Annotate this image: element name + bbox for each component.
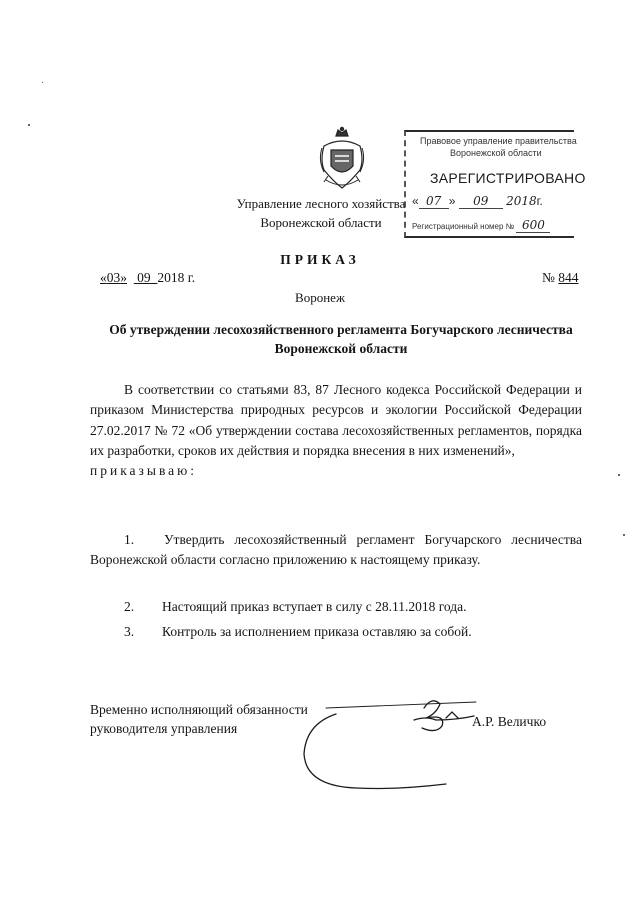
order-body <box>90 380 582 481</box>
stamp-date-month: 09 <box>459 194 503 209</box>
order-item-number: 1. <box>124 532 135 547</box>
order-date: «03» 09 2018 г. <box>100 270 196 285</box>
order-preamble: В соответствии со статьями 83, 87 Лесного кодекса Российской Федерации и приказом Министерства природных ресурсов и экологии Российской Федерации 27.02.2017 № 72 «Об утверждении состава лесохозяйственных регламентов, порядка их разработки, сроков их действия и порядка внесения в них изменений», <box>90 382 582 458</box>
signer-name: А.Р. Величко <box>472 714 547 729</box>
order-item-number: 2. <box>124 599 135 614</box>
order-item-text: Контроль за исполнением приказа оставляю за собой. <box>162 624 472 639</box>
document-title: ПРИКАЗ <box>280 252 360 267</box>
order-city: Воронеж <box>295 290 345 305</box>
order-item-text: Настоящий приказ вступает в силу с 28.11.2018 года. <box>162 599 467 614</box>
coat-of-arms-emblem <box>316 126 368 194</box>
order-item <box>124 624 472 640</box>
stamp-date: « 07 » 09 2018г. <box>412 194 543 208</box>
stamp-registered-label: ЗАРЕГИСТРИРОВАНО <box>430 170 586 186</box>
stamp-number-value: 600 <box>516 218 550 233</box>
registration-stamp <box>404 130 586 238</box>
issuing-organization: Управление лесного хозяйства Воронежской области <box>236 196 406 230</box>
order-item-text: Утвердить лесохозяйственный регламент Богучарского лесничества Воронежской области согласно приложению к настоящему приказу. <box>90 532 582 568</box>
signer-position: Временно исполняющий обязанности руководителя управления <box>90 702 308 736</box>
stamp-date-year: 2018 <box>506 194 537 208</box>
order-item <box>124 599 467 615</box>
order-directive: приказываю: <box>90 463 197 479</box>
stamp-authority-line: Правовое управление правительства <box>420 136 577 146</box>
handwritten-signature <box>296 694 496 794</box>
scan-speck <box>28 124 30 126</box>
order-item-number: 3. <box>124 624 135 639</box>
stamp-number: Регистрационный номер № 600 <box>412 218 550 233</box>
order-item <box>90 530 582 571</box>
scan-speck <box>623 534 625 536</box>
stamp-region-line: Воронежской области <box>450 148 542 158</box>
scan-speck <box>42 82 43 83</box>
order-number: № 844 <box>542 270 579 285</box>
stamp-date-day: 07 <box>419 194 449 209</box>
scan-speck <box>618 474 620 476</box>
order-subject: Об утверждении лесохозяйственного регламента Богучарского лесничества Воронежской области <box>109 322 573 356</box>
